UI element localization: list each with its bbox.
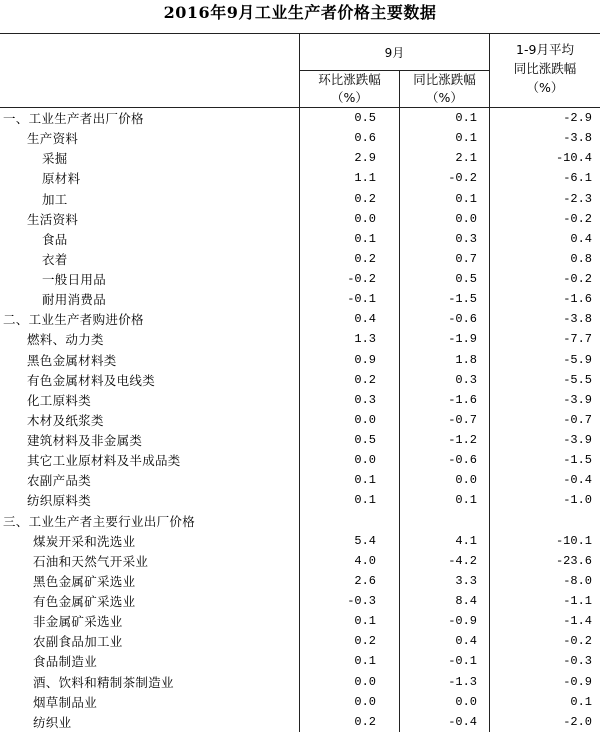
table-row [0, 229, 600, 249]
table-row [0, 189, 600, 209]
yoy-value: 2.1 [400, 148, 490, 168]
yoy-value: -0.4 [400, 712, 490, 732]
ytd-value: 0.8 [570, 251, 592, 266]
yoy-value: -0.1 [400, 651, 490, 671]
mom-value: 1.1 [300, 168, 400, 188]
yoy-value: 4.1 [400, 531, 490, 551]
row-label: 耐用消费品 [0, 289, 300, 309]
mom-value: 4.0 [300, 551, 400, 571]
ytd-value: -1.6 [563, 292, 592, 307]
header-ytd-unit: （%） [526, 80, 564, 95]
row-label: 食品 [0, 229, 300, 249]
mom-value: 0.1 [300, 490, 400, 510]
table-row [0, 148, 600, 168]
mom-value: 1.3 [300, 329, 400, 349]
table-row [0, 350, 600, 370]
mom-value: 0.2 [300, 189, 400, 209]
ytd-value: -3.9 [563, 392, 592, 407]
row-label: 建筑材料及非金属类 [0, 430, 300, 450]
ytd-value: -0.7 [563, 412, 592, 427]
ytd-value: -2.0 [563, 714, 592, 729]
ytd-value: -8.0 [563, 573, 592, 588]
mom-value: -0.3 [300, 591, 400, 611]
table-row [0, 692, 600, 712]
mom-value: 0.2 [300, 249, 400, 269]
row-label: 纺织原料类 [0, 490, 300, 510]
ytd-value: -1.0 [563, 493, 592, 508]
table-row [0, 651, 600, 671]
yoy-value: 0.7 [400, 249, 490, 269]
yoy-value: -0.6 [400, 309, 490, 329]
yoy-value: -0.2 [400, 168, 490, 188]
table-row [0, 450, 600, 470]
table-row [0, 269, 600, 289]
yoy-value: 8.4 [400, 591, 490, 611]
table-row [0, 289, 600, 309]
row-label: 有色金属矿采选业 [0, 591, 300, 611]
ytd-value: -23.6 [555, 553, 592, 568]
yoy-value: 1.8 [400, 350, 490, 370]
table-row [0, 168, 600, 188]
table-header [0, 33, 600, 108]
yoy-value: -1.5 [400, 289, 490, 309]
mom-value: 0.0 [300, 692, 400, 712]
row-label: 采掘 [0, 148, 300, 168]
row-label: 食品制造业 [0, 651, 300, 671]
ytd-value: -10.4 [555, 151, 592, 166]
row-label: 三、工业生产者主要行业出厂价格 [0, 511, 300, 531]
mom-value: 0.0 [300, 410, 400, 430]
mom-value: 0.6 [300, 128, 400, 148]
table-row [0, 712, 600, 732]
ytd-value: -0.2 [563, 211, 592, 226]
mom-value: 2.6 [300, 571, 400, 591]
yoy-value: 0.1 [400, 108, 490, 128]
row-label: 一般日用品 [0, 269, 300, 289]
mom-value: -0.2 [300, 269, 400, 289]
yoy-value: -1.3 [400, 672, 490, 692]
header-label-cell [0, 34, 300, 107]
mom-value: 0.1 [300, 651, 400, 671]
row-label: 生产资料 [0, 128, 300, 148]
mom-value: 0.2 [300, 712, 400, 732]
ytd-value: -0.4 [563, 473, 592, 488]
row-label: 非金属矿采选业 [0, 611, 300, 631]
header-month-group [300, 34, 490, 107]
mom-value: 5.4 [300, 531, 400, 551]
row-label: 有色金属材料及电线类 [0, 370, 300, 390]
ytd-value [490, 511, 600, 531]
yoy-value: 0.5 [400, 269, 490, 289]
ytd-value: -10.1 [555, 533, 592, 548]
table-row [0, 511, 600, 531]
header-ytd-line1: 1-9月平均 [516, 42, 574, 57]
table-row [0, 329, 600, 349]
mom-value: 0.1 [300, 611, 400, 631]
yoy-value: 0.1 [400, 128, 490, 148]
ytd-value: -0.2 [563, 634, 592, 649]
header-mom-unit: （%） [331, 90, 368, 105]
table-row [0, 551, 600, 571]
ytd-value: -1.5 [563, 453, 592, 468]
row-label: 纺织业 [0, 712, 300, 732]
yoy-value: 0.3 [400, 229, 490, 249]
mom-value [300, 511, 400, 531]
mom-value: 0.0 [300, 450, 400, 470]
mom-value: 0.9 [300, 350, 400, 370]
row-label: 黑色金属矿采选业 [0, 571, 300, 591]
ytd-value: -1.1 [563, 594, 592, 609]
table-row [0, 249, 600, 269]
mom-value: 0.0 [300, 672, 400, 692]
mom-value: 2.9 [300, 148, 400, 168]
header-mom-label: 环比涨跌幅 [318, 72, 381, 87]
row-label: 烟草制品业 [0, 692, 300, 712]
yoy-value: 0.0 [400, 470, 490, 490]
yoy-value: 0.4 [400, 631, 490, 651]
table-row [0, 631, 600, 651]
table-row [0, 430, 600, 450]
ytd-value: -3.8 [563, 312, 592, 327]
header-mom [300, 71, 400, 107]
row-label: 其它工业原材料及半成品类 [0, 450, 300, 470]
yoy-value: 0.1 [400, 189, 490, 209]
ytd-value: 0.4 [570, 231, 592, 246]
header-yoy-unit: （%） [426, 90, 463, 105]
yoy-value: 0.0 [400, 692, 490, 712]
yoy-value [400, 511, 490, 531]
yoy-value: -1.2 [400, 430, 490, 450]
mom-value: 0.3 [300, 390, 400, 410]
ytd-value: -5.9 [563, 352, 592, 367]
yoy-value: -1.6 [400, 390, 490, 410]
table-row [0, 490, 600, 510]
ytd-value: 0.1 [570, 694, 592, 709]
yoy-value: 0.1 [400, 490, 490, 510]
row-label: 二、工业生产者购进价格 [0, 309, 300, 329]
ytd-value: -7.7 [563, 332, 592, 347]
table-row [0, 591, 600, 611]
ytd-value: -0.2 [563, 272, 592, 287]
mom-value: 0.5 [300, 430, 400, 450]
row-label: 化工原料类 [0, 390, 300, 410]
table-row [0, 410, 600, 430]
mom-value: 0.4 [300, 309, 400, 329]
yoy-value: 0.3 [400, 370, 490, 390]
header-ytd-line2: 同比涨跌幅 [513, 61, 577, 76]
mom-value: 0.2 [300, 631, 400, 651]
table-row [0, 370, 600, 390]
table-row [0, 611, 600, 631]
row-label: 燃料、动力类 [0, 329, 300, 349]
ytd-value: -6.1 [563, 171, 592, 186]
row-label: 加工 [0, 189, 300, 209]
yoy-value: -0.6 [400, 450, 490, 470]
ytd-value: -0.9 [563, 674, 592, 689]
table-row [0, 672, 600, 692]
mom-value: -0.1 [300, 289, 400, 309]
ytd-value: -0.3 [563, 654, 592, 669]
row-label: 木材及纸浆类 [0, 410, 300, 430]
header-yoy-label: 同比涨跌幅 [413, 72, 476, 87]
yoy-value: 0.0 [400, 209, 490, 229]
ytd-value: -3.9 [563, 433, 592, 448]
row-label: 原材料 [0, 168, 300, 188]
header-month: 9月 [300, 34, 489, 71]
table-row [0, 571, 600, 591]
yoy-value: -0.9 [400, 611, 490, 631]
table-row [0, 309, 600, 329]
table-row [0, 209, 600, 229]
ytd-value: -1.4 [563, 614, 592, 629]
ytd-value: -5.5 [563, 372, 592, 387]
row-label: 衣着 [0, 249, 300, 269]
header-ytd [490, 34, 600, 107]
ytd-value: -2.9 [563, 111, 592, 126]
yoy-value: 3.3 [400, 571, 490, 591]
table-row [0, 470, 600, 490]
table-row [0, 390, 600, 410]
page-title: 2016年9月工业生产者价格主要数据 [163, 3, 437, 22]
row-label: 煤炭开采和洗选业 [0, 531, 300, 551]
row-label: 石油和天然气开采业 [0, 551, 300, 571]
table-row [0, 531, 600, 551]
table-body [0, 108, 600, 732]
row-label: 农副食品加工业 [0, 631, 300, 651]
row-label: 生活资料 [0, 209, 300, 229]
row-label: 农副产品类 [0, 470, 300, 490]
row-label: 黑色金属材料类 [0, 350, 300, 370]
mom-value: 0.2 [300, 370, 400, 390]
mom-value: 0.0 [300, 209, 400, 229]
yoy-value: -0.7 [400, 410, 490, 430]
header-yoy [400, 71, 489, 107]
table-row [0, 128, 600, 148]
mom-value: 0.1 [300, 229, 400, 249]
ytd-value: -3.8 [563, 131, 592, 146]
yoy-value: -4.2 [400, 551, 490, 571]
table-row [0, 108, 600, 128]
ytd-value: -2.3 [563, 191, 592, 206]
mom-value: 0.1 [300, 470, 400, 490]
row-label: 一、工业生产者出厂价格 [0, 108, 300, 128]
yoy-value: -1.9 [400, 329, 490, 349]
row-label: 酒、饮料和精制茶制造业 [0, 672, 300, 692]
mom-value: 0.5 [300, 108, 400, 128]
